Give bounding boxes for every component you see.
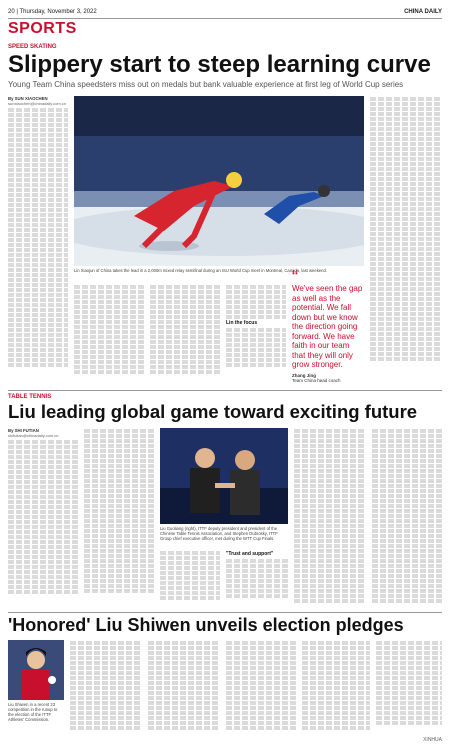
story3-column-5: [376, 640, 442, 736]
liu-shiwen-photo: [8, 640, 64, 700]
story2-byline: By SHI FUTIAN: [8, 428, 39, 433]
story2-photo-caption: Liu Guoliang (right), ITTF deputy president and president of the Chinese Table Tennis Association, and Stephen Dubrosky, ITTF Group chief executive officer, met during the WTT Cup Finals.: [160, 526, 278, 541]
story2-column-1: [8, 428, 78, 606]
story1-headline: Slippery start to steep learning curve: [8, 51, 431, 78]
story2-column-5: [294, 428, 366, 606]
story2-email: shifutian@chinadaily.com.cn: [8, 433, 59, 439]
story2-column-4: [226, 550, 288, 606]
story3-photo-caption: Liu Shiwen in a recent 23 competition in the runup to the election of the ITTF Athletes' Commission.: [8, 702, 58, 722]
story1-deck: Young Team China speedsters miss out on medals but bank valuable experience at first leg of World Cup series: [8, 80, 404, 89]
speed-skating-photo: [74, 96, 364, 266]
quote-speaker: Zhang Jing: [292, 372, 316, 378]
story2-column-6: [372, 428, 442, 606]
story3-column-3: [226, 640, 296, 740]
story1-photo-caption: Lin Xiaojun of China takes the lead in a 2,000m mixed relay semifinal during an ISU World Cup meet in Montreal, Canada, last weekend.: [74, 268, 327, 273]
handshake-photo: [160, 428, 288, 524]
story1-column-1: [8, 96, 68, 386]
story1-email: sunxiaochen@chinadaily.com.cn: [8, 101, 67, 107]
story1-byline: By SUN XIAOCHEN: [8, 96, 48, 101]
story1-column-4: [226, 284, 286, 386]
story1-subhead: Lin the focus: [226, 320, 258, 326]
story2-column-3: [160, 550, 220, 606]
masthead: CHINA DAILY: [404, 9, 442, 15]
story2-headline: Liu leading global game toward exciting future: [8, 401, 418, 422]
story2-column-2: [84, 428, 154, 606]
story3-headline: 'Honored' Liu Shiwen unveils election pledges: [8, 615, 404, 635]
story3-column-4: [302, 640, 370, 740]
story1-column-2: [74, 284, 144, 386]
story3-column-1: [70, 640, 142, 740]
story1-column-3: [150, 284, 220, 386]
page-header: [8, 8, 442, 19]
story2-kicker: TABLE TENNIS: [8, 394, 52, 400]
story3-photo: [8, 640, 64, 700]
quote-mark-icon: “: [292, 267, 298, 287]
story1-kicker: SPEED SKATING: [8, 44, 57, 50]
issue-date: 20 | Thursday, November 3, 2022: [8, 9, 97, 15]
section-title: SPORTS: [8, 20, 77, 37]
story1-photo: [74, 96, 364, 266]
story1-column-5: [370, 96, 442, 386]
divider-2: [8, 612, 442, 613]
story2-subhead: "Trust and support": [226, 551, 274, 557]
divider-1: [8, 390, 442, 391]
pull-quote: [292, 267, 364, 383]
quote-speaker-role: Team China head coach: [292, 377, 341, 383]
story2-photo: [160, 428, 288, 524]
story3-column-2: [148, 640, 220, 740]
footer-credit: XINHUA: [423, 737, 442, 743]
pull-quote-text: We've seen the gap as well as the potential. We fall down but we know the direction going forward. We have faith in our team that they will only grow stronger.: [292, 284, 363, 369]
